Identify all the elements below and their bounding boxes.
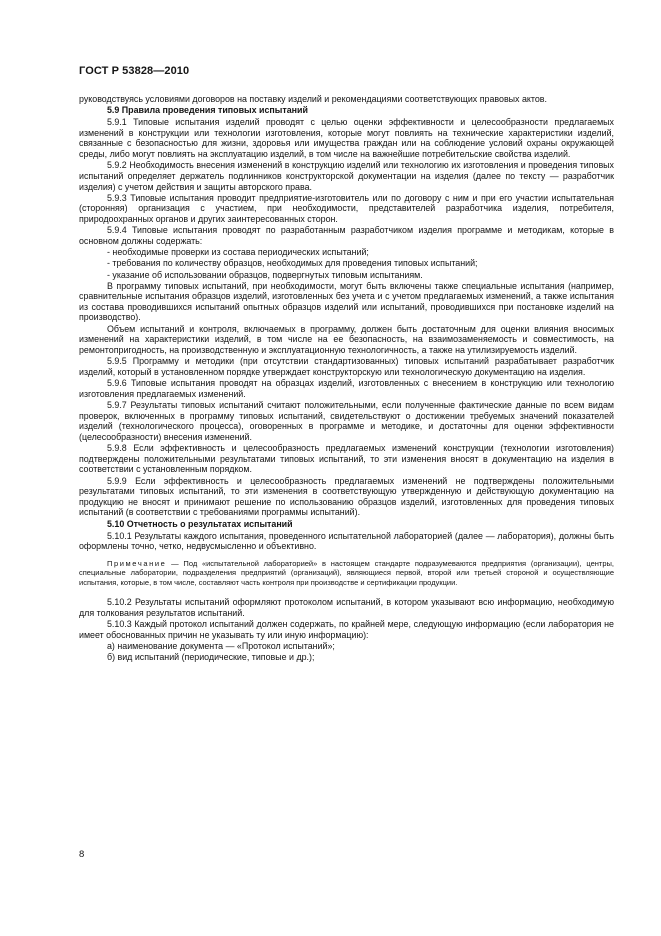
list-item: - указание об использовании образцов, подвергнутых типовым испытаниям. — [107, 269, 423, 280]
paragraph: В программу типовых испытаний, при необходимости, могут быть включены также специальные испытания (например, сравнительные испытания образцов изделий, изготовленных без учета и с учетом предлагаемых изменений, а также испытания из состава проводившихся испытаний опытных образцов изделий или испытаний, проводившихся при постановке изделий на производство). — [79, 280, 614, 323]
document-body — [79, 94, 614, 663]
note-label: Примечание — [107, 558, 167, 568]
paragraph: 5.9.2 Необходимость внесения изменений в конструкцию изделий или технологию их изготовления и проведения типовых испытаний определяет держатель подлинников конструкторской документации на изделия (далее по тексту — разработчик изделия) с учетом действия и защиты авторского права. — [79, 160, 614, 192]
paragraph: 5.9.4 Типовые испытания проводят по разработанным разработчиком изделия программе и методикам, которые в основном должны содержать: — [79, 225, 614, 246]
section-heading: 5.9 Правила проведения типовых испытаний — [107, 105, 308, 116]
paragraph: 5.9.1 Типовые испытания изделий проводят с целью оценки эффективности и целесообразности предлагаемых изменений в конструкции или технологии изготовления, которые могут повлиять на технические характеристики изделий, связанные с безопасностью для жизни, здоровья или имущества граждан или на соблюдение условий охраны окружающей среды, либо могут повлиять на эксплуатацию изделий, в том числе на важнейшие потребительские свойства изделий. — [79, 117, 614, 160]
document-header: ГОСТ Р 53828—2010 — [79, 65, 190, 77]
paragraph: 5.9.8 Если эффективность и целесообразность предлагаемых изменений конструкции (технологии изготовления) подтверждены положительными результатами типовых испытаний, то эти изменения вносят в документацию на изделия в соответствии с установленным порядком. — [79, 443, 614, 475]
paragraph: Объем испытаний и контроля, включаемых в программу, должен быть достаточным для оценки влияния вносимых изменений на характеристики изделий, в том числе на ее безопасность, на взаимозаменяемость и совместимость, на ремонтопригодность, на производственную и эксплуатационную технологичность, а также на утилизируемость изделий. — [79, 323, 614, 355]
paragraph: 5.9.7 Результаты типовых испытаний считают положительными, если полученные фактические данные по всем видам проверок, включенных в программу типовых испытаний, свидетельствуют о достижении требуемых значений показателей изделий (технологического процесса), оговоренных в программе и методике, и достаточны для оценки эффективности (целесообразности) внесения изменений. — [79, 399, 614, 442]
note-text: — Под «испытательной лабораторией» в настоящем стандарте подразумеваются предприятия (организации), центры, специальные лаборатории, подразделения предприятий (организаций), являющиеся первой, второй или третьей стороной и осуществляющие испытания, которые, в том числе, составляют часть контроля при производстве и сертификации продукции. — [79, 558, 614, 587]
list-item: - необходимые проверки из состава периодических испытаний; — [107, 247, 369, 258]
paragraph: 5.9.6 Типовые испытания проводят на образцах изделий, изготовленных с внесением в конструкцию или технологию изготовления предлагаемых изменений. — [79, 378, 614, 399]
paragraph: 5.10.1 Результаты каждого испытания, проведенного испытательной лабораторией (далее — лаборатория), должны быть оформлены точно, четко, недвусмысленно и объективно. — [79, 530, 614, 552]
paragraph: 5.10.3 Каждый протокол испытаний должен содержать, по крайней мере, следующую информацию (если лаборатория не имеет обоснованных причин не указывать ту или иную информацию): — [79, 619, 614, 640]
paragraph: 5.9.5 Программу и методики (при отсутствии стандартизованных) типовых испытаний разрабатывает разработчик изделий, который в установленном порядке утверждает конструкторскую или технологическую документацию на изделия. — [79, 356, 614, 377]
list-item: - требования по количеству образцов, необходимых для проведения типовых испытаний; — [107, 258, 478, 269]
page-number: 8 — [79, 849, 85, 860]
list-item: б) вид испытаний (периодические, типовые и др.); — [107, 652, 315, 663]
list-item: а) наименование документа — «Протокол испытаний»; — [107, 641, 335, 651]
section-heading: 5.10 Отчетность о результатах испытаний — [107, 518, 293, 529]
paragraph: 5.9.3 Типовые испытания проводит предприятие-изготовитель или по договору с ним и при его участии испытательная (сторонняя) организация с участием, при необходимости, представителей разработчика изделия, потребителя, природоохранных органов и других заинтересованных сторон. — [79, 192, 614, 224]
note — [79, 559, 614, 588]
paragraph: 5.10.2 Результаты испытаний оформляют протоколом испытаний, в котором указывают всю информацию, необходимую для толкования результатов испытаний. — [79, 597, 614, 618]
paragraph: руководствуясь условиями договоров на поставку изделий и рекомендациями соответствующих правовых актов. — [79, 94, 547, 104]
paragraph: 5.9.9 Если эффективность и целесообразность предлагаемых изменений не подтверждены положительными результатами типовых испытаний, то эти изменения в соответствующую утвержденную и действующую документацию на продукцию не вносят и принимают решение по использованию образцов изделий, изготовленных для проведения типовых испытаний (в соответствии с требованиями программы испытаний). — [79, 475, 614, 518]
